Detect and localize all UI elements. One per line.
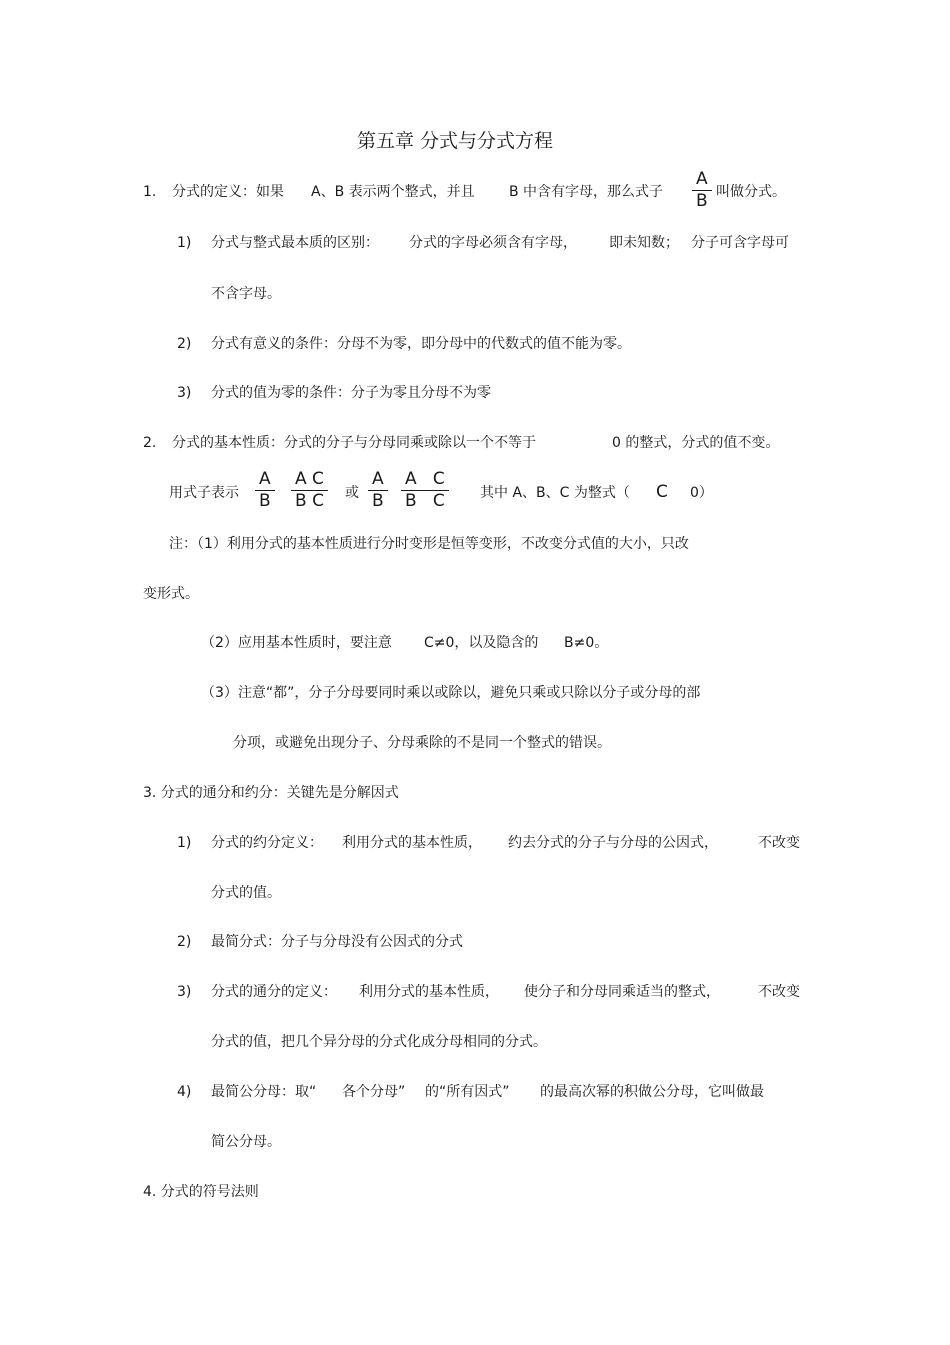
note-text: 注：（1）利用分式的基本性质进行分时变形是恒等变形，不改变分式值的大小，只改 [169,536,689,552]
list-item-text: 分式的字母必须含有字母， [409,235,577,251]
fraction-denominator: B [696,191,708,211]
list-item-text: 的“所有因式” [425,1084,510,1100]
list-item-number: 4) [177,1084,192,1100]
page-title: 第五章 分式与分式方程 [357,130,554,152]
fraction-denominator: B [372,491,384,511]
list-item-text: 分式与整式最本质的区别： [211,235,379,251]
note-text: C≠0，以及隐含的 [424,635,539,651]
formula-condition: 其中 A、B、C 为整式（ [480,485,630,501]
note-text: （2）应用基本性质时，要注意 [201,635,392,651]
list-item-number: 3) [177,385,192,401]
list-item-text: 利用分式的基本性质， [359,984,499,1000]
definition-text: B 中含有字母，那么式子 [509,184,664,200]
list-item-number: 3) [177,984,192,1000]
fraction-numerator: A C [295,469,324,489]
section-3-heading: 3. 分式的通分和约分：关键先是分解因式 [143,785,399,801]
definition-text: 叫做分式。 [716,184,786,200]
list-item-number: 1) [177,835,192,851]
formula-condition-zero: 0） [690,485,713,501]
list-item-text: 最简分式：分子与分母没有公因式的分式 [211,934,463,950]
section-1-number: 1. [143,184,157,200]
note-text: B≠0。 [564,635,609,651]
formula-condition-c: C [656,482,668,502]
list-item-text: 的最高次幂的积做公分母，它叫做最 [540,1084,764,1100]
fraction-a-over-b [255,470,275,511]
list-item-text: 使分子和分母同乘适当的整式， [524,984,720,1000]
note-text: （3）注意“都”，分子分母要同时乘以或除以，避免只乘或只除以分子或分母的部 [201,685,701,701]
fraction-ac-over-bc [291,470,328,511]
fraction-denominator: B [259,491,271,511]
list-item-text: 约去分式的分子与分母的公因式， [508,835,718,851]
list-item-continuation: 简公分母。 [211,1134,281,1150]
list-item-text: 分式的约分定义： [211,835,323,851]
fraction-a-c-over-b-c [401,470,449,511]
list-item-text: 分式的值为零的条件：分子为零且分母不为零 [211,385,491,401]
definition-text: 分式的定义：如果 [172,184,284,200]
list-item-text: 分子可含字母可 [691,235,789,251]
fraction-a-over-b [692,170,712,211]
list-item-continuation: 分式的值，把几个异分母的分式化成分母相同的分式。 [211,1034,547,1050]
or-text: 或 [345,485,359,501]
note-continuation: 分项，或避免出现分子、分母乘除的不是同一个整式的错误。 [233,735,611,751]
note-continuation: 变形式。 [143,586,199,602]
list-item-continuation: 不含字母。 [211,286,281,302]
list-item-text: 不改变 [758,984,800,1000]
list-item-text: 分式的通分的定义： [211,984,337,1000]
fraction-a-over-b [368,470,388,511]
fraction-numerator: A [372,469,384,489]
section-2-number: 2. [143,435,157,451]
fraction-numerator: A [259,469,271,489]
fraction-numerator: A [696,169,708,189]
list-item-text: 分式有意义的条件：分母不为零，即分母中的代数式的值不能为零。 [211,336,631,352]
property-text: 分式的基本性质：分式的分子与分母同乘或除以一个不等于 [172,435,536,451]
list-item-number: 2) [177,336,192,352]
fraction-denominator: B C [295,491,324,511]
list-item-number: 2) [177,934,192,950]
formula-label: 用式子表示 [169,485,239,501]
list-item-text: 各个分母” [342,1084,406,1100]
list-item-text: 利用分式的基本性质， [342,835,482,851]
fraction-denominator: B C [405,491,445,511]
section-4-heading: 4. 分式的符号法则 [143,1184,259,1200]
list-item-continuation: 分式的值。 [211,885,281,901]
fraction-numerator: A C [405,469,445,489]
property-text: 0 的整式，分式的值不变。 [612,435,780,451]
list-item-text: 最简公分母：取“ [211,1084,317,1100]
list-item-number: 1) [177,235,192,251]
definition-text: A、B 表示两个整式，并且 [311,184,475,200]
list-item-text: 不改变 [758,835,800,851]
list-item-text: 即未知数； [609,235,679,251]
